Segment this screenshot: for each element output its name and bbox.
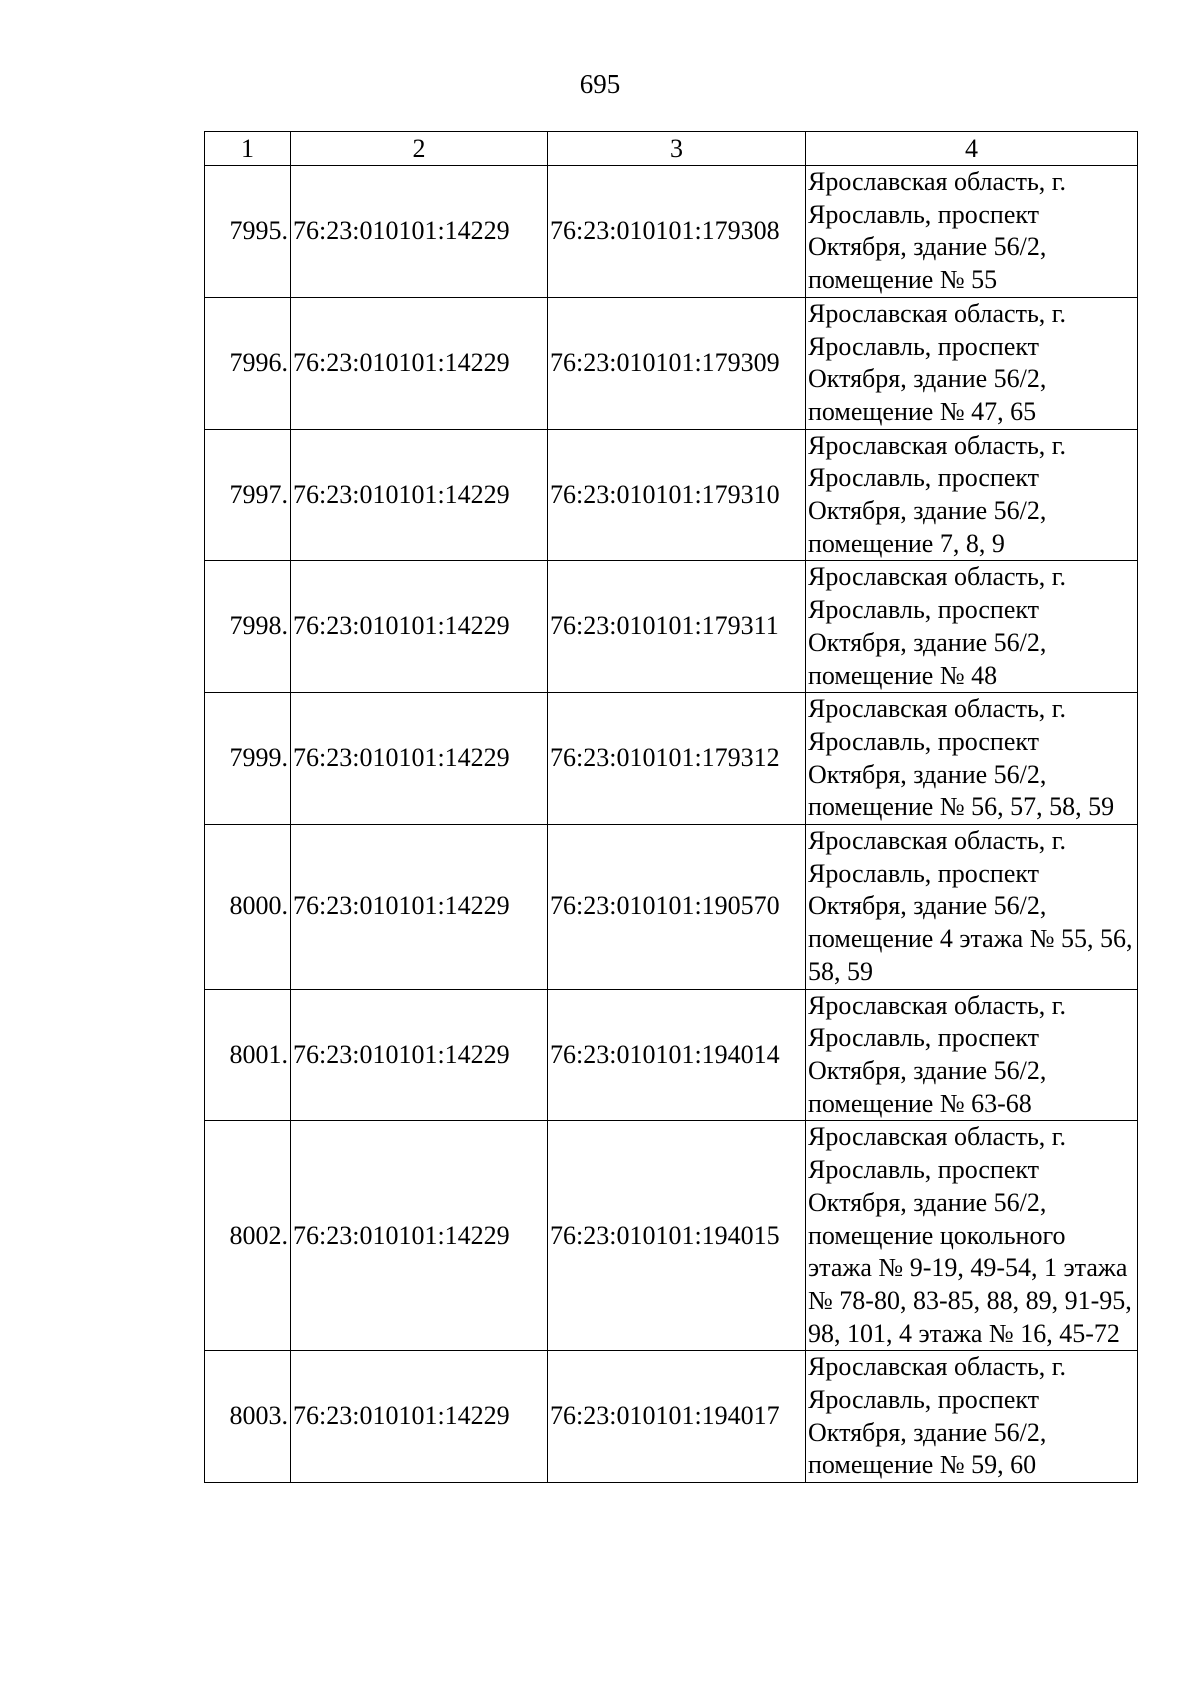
table-row xyxy=(205,1351,1138,1483)
cadastral-number: 76:23:010101:194017 xyxy=(548,1351,806,1483)
page-number: 695 xyxy=(579,69,621,99)
parent-cadastral-number: 76:23:010101:14229 xyxy=(291,1121,548,1351)
parent-cadastral-number: 76:23:010101:14229 xyxy=(291,297,548,429)
address: Ярославская область, г. Ярославль, проспект Октября, здание 56/2, помещение 4 этажа № 55, 56, 58, 59 xyxy=(806,825,1138,990)
cadastral-number: 76:23:010101:194014 xyxy=(548,989,806,1121)
cadastral-number: 76:23:010101:179312 xyxy=(548,693,806,825)
parent-cadastral-number: 76:23:010101:14229 xyxy=(291,561,548,693)
table-row xyxy=(205,693,1138,825)
address: Ярославская область, г. Ярославль, проспект Октября, здание 56/2, помещение № 63-68 xyxy=(806,989,1138,1121)
parent-cadastral-number: 76:23:010101:14229 xyxy=(291,989,548,1121)
cadastral-number: 76:23:010101:179310 xyxy=(548,429,806,561)
address: Ярославская область, г. Ярославль, проспект Октября, здание 56/2, помещение 7, 8, 9 xyxy=(806,429,1138,561)
column-header-2: 2 xyxy=(291,132,548,166)
parent-cadastral-number: 76:23:010101:14229 xyxy=(291,166,548,298)
address: Ярославская область, г. Ярославль, проспект Октября, здание 56/2, помещение № 48 xyxy=(806,561,1138,693)
column-header-1: 1 xyxy=(205,132,291,166)
table-row xyxy=(205,561,1138,693)
row-number: 7996. xyxy=(205,297,291,429)
row-number: 7995. xyxy=(205,166,291,298)
cadastral-table xyxy=(204,131,1138,1483)
row-number: 7997. xyxy=(205,429,291,561)
cadastral-number: 76:23:010101:179311 xyxy=(548,561,806,693)
row-number: 8003. xyxy=(205,1351,291,1483)
table-row xyxy=(205,429,1138,561)
cadastral-number: 76:23:010101:190570 xyxy=(548,825,806,990)
address: Ярославская область, г. Ярославль, проспект Октября, здание 56/2, помещение цокольного этажа № 9-19, 49-54, 1 этажа № 78-80, 83-85, 88, 89, 91-95, 98, 101, 4 этажа № 16, 45-72 xyxy=(806,1121,1138,1351)
cadastral-number: 76:23:010101:179309 xyxy=(548,297,806,429)
parent-cadastral-number: 76:23:010101:14229 xyxy=(291,1351,548,1483)
address: Ярославская область, г. Ярославль, проспект Октября, здание 56/2, помещение № 56, 57, 58, 59 xyxy=(806,693,1138,825)
cadastral-number: 76:23:010101:179308 xyxy=(548,166,806,298)
column-header-3: 3 xyxy=(548,132,806,166)
address: Ярославская область, г. Ярославль, проспект Октября, здание 56/2, помещение № 47, 65 xyxy=(806,297,1138,429)
row-number: 7998. xyxy=(205,561,291,693)
column-header-4: 4 xyxy=(806,132,1138,166)
parent-cadastral-number: 76:23:010101:14229 xyxy=(291,429,548,561)
table-row xyxy=(205,166,1138,298)
table-row xyxy=(205,825,1138,990)
parent-cadastral-number: 76:23:010101:14229 xyxy=(291,825,548,990)
row-number: 8001. xyxy=(205,989,291,1121)
table-row xyxy=(205,989,1138,1121)
table-header-row xyxy=(205,132,1138,166)
parent-cadastral-number: 76:23:010101:14229 xyxy=(291,693,548,825)
row-number: 8002. xyxy=(205,1121,291,1351)
address: Ярославская область, г. Ярославль, проспект Октября, здание 56/2, помещение № 59, 60 xyxy=(806,1351,1138,1483)
row-number: 8000. xyxy=(205,825,291,990)
cadastral-number: 76:23:010101:194015 xyxy=(548,1121,806,1351)
table-row xyxy=(205,1121,1138,1351)
row-number: 7999. xyxy=(205,693,291,825)
table-row xyxy=(205,297,1138,429)
address: Ярославская область, г. Ярославль, проспект Октября, здание 56/2, помещение № 55 xyxy=(806,166,1138,298)
